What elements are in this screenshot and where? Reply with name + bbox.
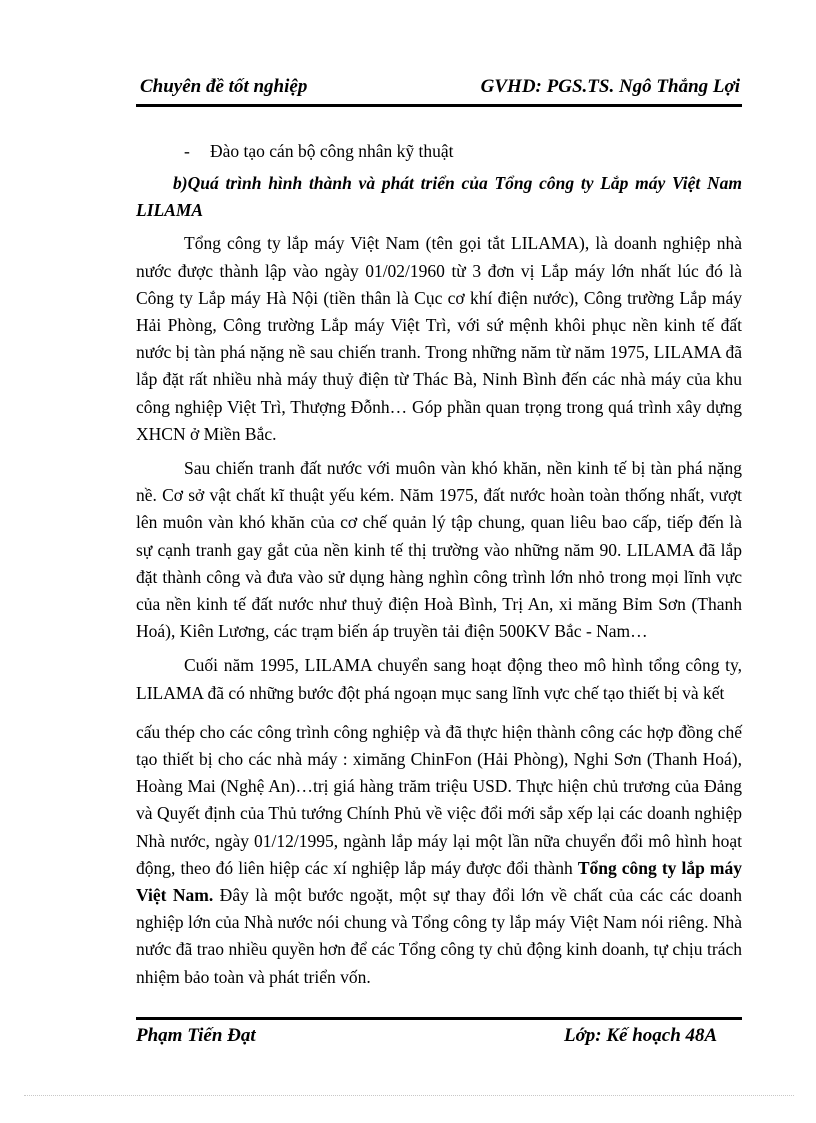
paragraph-4-text-a: cấu thép cho các công trình công nghiệp và đã thực hiện thành công các hợp đồng chế tạo thiết bị cho các nhà máy : ximăng ChinFon (Hải Phòng), Nghi Sơn (Thanh Hoá), Hoàng Mai (Nghệ An)…trị giá hàng trăm triệu USD. Thực hiện chủ trương của Đảng và Quyết định của Thủ tướng Chính Phủ về việc đổi mới sắp xếp lại các doanh nghiệp Nhà nước, ngày 01/12/1995, ngành lắp máy lại một lần nữa chuyển đổi mô hình hoạt động, theo đó liên hiệp các xí nghiệp lắp máy được đổi thành	[136, 721, 742, 878]
header-document-title: Chuyên đề tốt nghiệp	[140, 76, 308, 97]
footer-rule	[136, 1017, 742, 1020]
paragraph-4-text-b: Đây là một bước ngoặt, một sự thay đổi lớn về chất của các các doanh nghiệp lớn của Nhà nước nói chung và Tổng công ty lắp máy Việt Nam nói riêng. Nhà nước đã trao nhiều quyền hơn để các Tổng công ty chủ động kinh doanh, tự chịu trách nhiệm bảo toàn và phát triển vốn.	[136, 885, 742, 987]
footer-author: Phạm Tiến Đạt	[136, 1025, 256, 1046]
bullet-item	[184, 138, 742, 166]
paragraph-4-bold-company: Tổng công ty lắp máy Việt Nam.	[136, 857, 742, 906]
page-bottom-edge	[24, 1095, 794, 1096]
page-header	[136, 74, 742, 98]
page-footer	[136, 1025, 742, 1049]
bullet-dash: -	[184, 141, 190, 161]
paragraph-3: Cuối năm 1995, LILAMA chuyển sang hoạt động theo mô hình tổng công ty, LILAMA đã có những bước đột phá ngoạn mục sang lĩnh vực chế tạo thiết bị và kết	[136, 655, 742, 703]
paragraph-4	[136, 719, 742, 991]
header-rule	[136, 104, 742, 107]
header-supervisor: GVHD: PGS.TS. Ngô Thắng Lợi	[480, 76, 740, 97]
footer-class: Lớp: Kế hoạch 48A	[564, 1025, 718, 1046]
paragraph-1: Tổng công ty lắp máy Việt Nam (tên gọi tắt LILAMA), là doanh nghiệp nhà nước được thành lập vào ngày 01/02/1960 từ 3 đơn vị Lắp máy lớn nhất lúc đó là Công ty Lắp máy Hà Nội (tiền thân là Cục cơ khí điện nước), Công trường Lắp máy Hải Phòng, Công trường Lắp máy Việt Trì, với sứ mệnh khôi phục nền kinh tế đất nước bị tàn phá nặng nề sau chiến tranh. Trong những năm từ năm 1975, LILAMA đã lắp đặt rất nhiều nhà máy thuỷ điện từ Thác Bà, Ninh Bình đến các nhà máy của khu công nghiệp Việt Trì, Thượng Đỗnh… Góp phần quan trọng trong quá trình xây dựng XHCN ở Miền Bắc.	[136, 233, 742, 444]
bullet-text: Đào tạo cán bộ công nhân kỹ thuật	[210, 141, 454, 161]
page-body	[136, 138, 742, 998]
paragraph-2: Sau chiến tranh đất nước với muôn vàn khó khăn, nền kinh tế bị tàn phá nặng nề. Cơ sở vật chất kĩ thuật yếu kém. Năm 1975, đất nước hoàn toàn thống nhất, vượt lên muôn vàn khó khăn của cơ chế quản lý tập chung, quan liêu bao cấp, tiếp đến là sự cạnh tranh gay gắt của nền kinh tế thị trường vào những năm 90. LILAMA đã lắp đặt thành công và đưa vào sử dụng hàng nghìn công trình lớn nhỏ trong mọi lĩnh vực của nền kinh tế đất nước như thuỷ điện Hoà Bình, Trị An, xi măng Bỉm Sơn (Thanh Hoá), Kiên Lương, các trạm biến áp truyền tải điện 500KV Bắc - Nam…	[136, 458, 742, 642]
section-heading: b)Quá trình hình thành và phát triển của Tổng công ty Lắp máy Việt Nam LILAMA	[136, 173, 742, 221]
